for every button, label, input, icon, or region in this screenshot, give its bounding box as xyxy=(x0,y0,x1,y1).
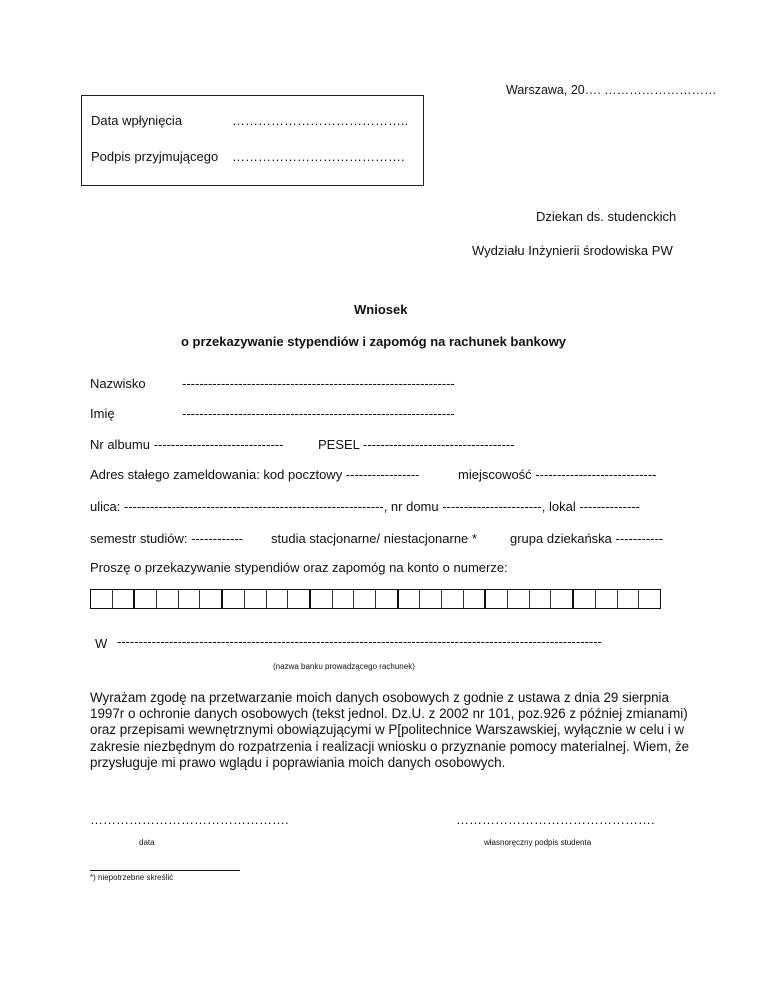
bank-prefix: W xyxy=(95,636,108,651)
street-field: ulica: ------------------------------------------------------------, nr domu -----------------------, lokal -------------- xyxy=(90,499,640,514)
pesel-field: PESEL ----------------------------------- xyxy=(318,437,515,452)
consent-line: przysługuje mi prawo wglądu i poprawiania moich danych osobowych. xyxy=(90,754,506,770)
semester-field: semestr studiów: ------------ xyxy=(90,531,244,546)
consent-line: Wyrażam zgodę na przetwarzanie moich danych osobowych z godnie z ustawa z dnia 29 sierpnia xyxy=(90,690,669,705)
account-digit-box xyxy=(200,590,223,608)
receipt-stamp-box xyxy=(81,95,424,186)
addressee-line-2: Wydziału Inżynierii środowiska PW xyxy=(472,243,673,258)
account-digit-box xyxy=(354,590,376,608)
account-number-boxes xyxy=(90,589,661,609)
account-digit-box xyxy=(135,590,157,608)
footnote-separator xyxy=(90,870,240,871)
document-title: Wniosek xyxy=(354,302,408,317)
address-postal-code-field: Adres stałego zameldowania: kod pocztowy ----------------- xyxy=(90,467,420,482)
account-digit-box xyxy=(267,590,289,608)
dean-group-field: grupa dziekańska ----------- xyxy=(510,531,664,546)
account-digit-box xyxy=(442,590,464,608)
account-digit-box xyxy=(399,590,421,608)
place-date: Warszawa, 20…. ……………………… xyxy=(506,83,717,97)
study-mode-field: studia stacjonarne/ niestacjonarne * xyxy=(271,531,477,546)
consent-paragraph xyxy=(90,690,690,771)
date-signature-field: ………………………………………. xyxy=(90,812,289,827)
city-field: miejscowość ---------------------------- xyxy=(458,467,657,482)
receiver-signature-label: Podpis przyjmującego xyxy=(91,149,219,164)
account-digit-box xyxy=(113,590,136,608)
account-digit-box xyxy=(574,590,596,608)
received-date-field: ………………………………….. xyxy=(232,113,409,128)
account-digit-box xyxy=(464,590,487,608)
account-digit-box xyxy=(157,590,179,608)
addressee-line-1: Dziekan ds. studenckich xyxy=(536,209,677,224)
account-digit-box xyxy=(288,590,311,608)
account-digit-box xyxy=(333,590,355,608)
account-digit-box xyxy=(618,590,640,608)
album-number-field: Nr albumu ------------------------------ xyxy=(90,437,284,452)
account-digit-box xyxy=(508,590,530,608)
account-digit-box xyxy=(376,590,399,608)
student-signature-caption: własnoręczny podpis studenta xyxy=(484,838,592,847)
student-signature-field: ………………………………………. xyxy=(456,812,655,827)
received-date-label: Data wpłynięcia xyxy=(91,113,183,128)
name-label: Imię xyxy=(90,406,115,421)
account-request-text: Proszę o przekazywanie stypendiów oraz zapomóg na konto o numerze: xyxy=(90,560,508,575)
account-digit-box xyxy=(311,590,333,608)
bank-name-field: ---------------------------------------------------------------------------------------------------------------- xyxy=(117,634,602,649)
document-subtitle: o przekazywanie stypendiów i zapomóg na rachunek bankowy xyxy=(181,334,567,349)
surname-field: --------------------------------------------------------------- xyxy=(182,376,455,391)
account-digit-box xyxy=(245,590,267,608)
footnote: *) niepotrzebne skreślić xyxy=(90,873,174,882)
consent-line: zakresie niezbędnym do rozpatrzenia i realizacji wniosku o przyznanie pomocy materialnej. Wiem, że xyxy=(90,738,690,754)
account-digit-box xyxy=(91,590,113,608)
account-digit-box xyxy=(223,590,245,608)
date-caption: data xyxy=(139,838,155,847)
name-field: --------------------------------------------------------------- xyxy=(182,406,455,421)
consent-line: oraz przepisami wewnętrznymi obowiązującymi w P[politechnice Warszawskiej, wyłącznie w celu i w xyxy=(90,722,685,738)
account-digit-box xyxy=(179,590,201,608)
account-digit-box xyxy=(420,590,442,608)
account-digit-box xyxy=(551,590,574,608)
account-digit-box xyxy=(639,590,660,608)
account-digit-box xyxy=(596,590,618,608)
surname-label: Nazwisko xyxy=(90,376,146,391)
bank-name-caption: (nazwa banku prowadzącego rachunek) xyxy=(273,662,415,671)
receiver-signature-field: …………………………………. xyxy=(232,149,405,164)
account-digit-box xyxy=(530,590,552,608)
account-digit-box xyxy=(486,590,508,608)
consent-line: 1997r o ochronie danych osobowych (tekst jednol. Dz.U. z 2002 nr 101, poz.926 z później zmianami) xyxy=(90,706,688,722)
